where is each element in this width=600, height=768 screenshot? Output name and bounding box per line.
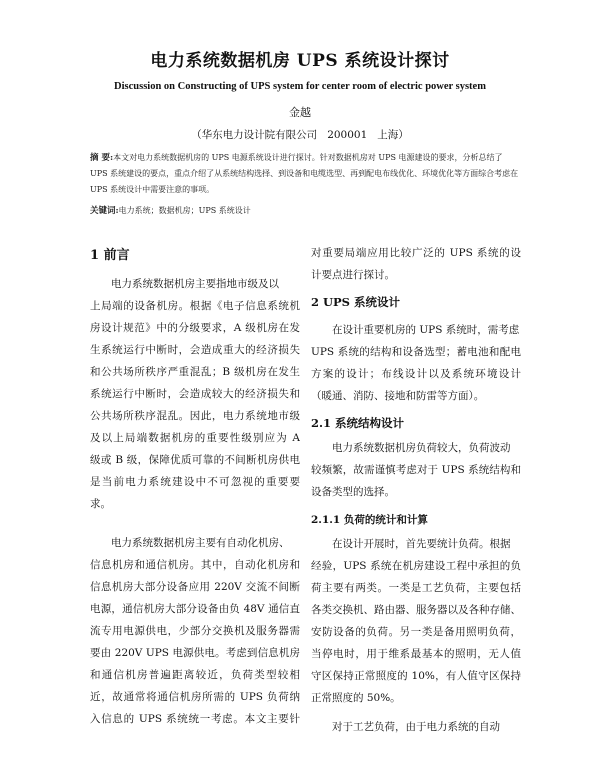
subsubsection-heading-load: 2.1.1 负荷的统计和计算 xyxy=(311,514,428,526)
author-affiliation: （华东电力设计院有限公司 200001 上海） xyxy=(191,129,409,141)
subsection-heading-structure: 2.1 系统结构设计 xyxy=(311,416,405,430)
text-line: 经验，UPS 系统在机房建设工程中承担的负 xyxy=(311,560,521,572)
text-line: 和通信机房普遍距离较近，负荷类型较相 xyxy=(90,669,300,681)
text-line: 生系统运行中断时，会造成重大的经济损失 xyxy=(90,344,300,356)
text-line: 在设计重要机房的 UPS 系统时，需考虑 xyxy=(332,324,520,336)
text-line: 对重要局端应用比较广泛的 UPS 系统的设 xyxy=(311,247,521,259)
text-line: 要由 220V UPS 电源供电。考虑到信息机房 xyxy=(90,647,300,659)
keywords-text: 电力系统；数据机房；UPS 系统设计 xyxy=(118,206,251,215)
text-line: 入信息的 UPS 系统统一考虑。本文主要针 xyxy=(90,713,300,725)
text-line: 及以上局端数据机房的重要性级别应为 A xyxy=(90,432,300,444)
text-line: UPS 系统的结构和设备选型；蓄电池和配电 xyxy=(311,346,521,358)
text-line: （暖通、消防、接地和防雷等方面）。 xyxy=(311,390,485,402)
keywords-block xyxy=(90,204,520,216)
text-line: 计要点进行探讨。 xyxy=(311,269,395,281)
text-line: 安防设备的负荷。另一类是备用照明负荷， xyxy=(311,626,521,638)
text-line: 守区保持正常照度的 10%，有人值守区保持 xyxy=(311,670,521,682)
abstract-block xyxy=(90,150,520,198)
text-line: 是当前电力系统建设中不可忽视的重要要 xyxy=(90,476,300,488)
keywords-label: 关键词: xyxy=(90,206,119,216)
text-line: 信息机房大部分设备应用 220V 交流不间断 xyxy=(90,581,300,593)
paper-title: 电力系统数据机房 UPS 系统设计探讨 xyxy=(150,51,450,71)
text-line: 流专用电源供电，少部分交换机及服务器需 xyxy=(90,625,300,637)
abstract-text: 本文对电力系统数据机房的 UPS 电源系统设计进行探讨。针对数据机房对 UPS 电源建设的要求，分析总结了 UPS 系统建设的要点，重点介绍了从系统结构选择、到设备和电缆选型、再到配电布线优化、环境优化等方面综合考虑在 UPS 系统设计中需要注意的事项。 xyxy=(90,153,519,194)
text-line: 公共场所秩序混乱。因此，电力系统地市级 xyxy=(90,410,300,422)
text-line: 在设计开展时，首先要统计负荷。根据 xyxy=(332,538,511,550)
section-heading-introduction: 1 前言 xyxy=(90,248,130,263)
text-line: 级或 B 级，保障优质可靠的不间断机房供电 xyxy=(90,454,300,466)
text-line: 房设计规范》中的分级要求，A 级机房在发 xyxy=(90,322,300,334)
text-line: 和公共场所秩序严重混乱；B 级机房在发生 xyxy=(90,366,300,378)
text-line: 电力系统数据机房主要指地市级及以 xyxy=(111,278,279,290)
text-line: 上局端的设备机房。根据《电子信息系统机 xyxy=(90,300,300,312)
text-line: 电源，通信机房大部分设备由负 48V 通信直 xyxy=(90,603,300,615)
text-line: 正常照度的 50%。 xyxy=(311,692,401,704)
abstract-label: 摘 要: xyxy=(90,153,114,163)
text-line: 电力系统数据机房主要有自动化机房、 xyxy=(111,537,290,549)
text-line: 求。 xyxy=(90,498,111,510)
text-line: 电力系统数据机房负荷较大，负荷波动 xyxy=(332,442,511,454)
text-line: 各类交换机、路由器、服务器以及各种存储、 xyxy=(311,604,521,616)
author-name: 金越 xyxy=(289,106,311,119)
text-line: 对于工艺负荷，由于电力系统的自动 xyxy=(332,721,500,733)
text-line: 荷主要有两类。一类是工艺负荷，主要包括 xyxy=(311,582,521,594)
text-line: 设备类型的选择。 xyxy=(311,486,395,498)
text-line: 当停电时，用于维系最基本的照明，无人值 xyxy=(311,648,521,660)
section-heading-ups-design: 2 UPS 系统设计 xyxy=(311,295,400,309)
text-line: 较频繁，故需谨慎考虑对于 UPS 系统结构和 xyxy=(311,464,521,476)
text-line: 近，故通常将通信机房所需的 UPS 负荷纳 xyxy=(90,691,300,703)
text-line: 方案的设计；布线设计以及系统环境设计 xyxy=(311,368,521,380)
text-line: 信息机房和通信机房。其中，自动化机房和 xyxy=(90,559,300,571)
text-line: 系统运行中断时，会造成较大的经济损失和 xyxy=(90,388,300,400)
english-title: Discussion on Constructing of UPS system for center room of electric power system xyxy=(114,81,486,92)
